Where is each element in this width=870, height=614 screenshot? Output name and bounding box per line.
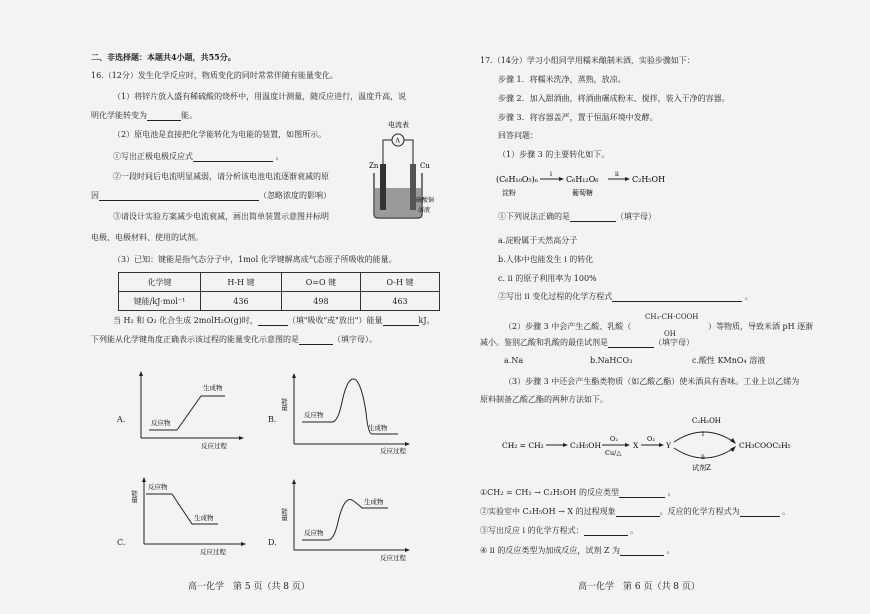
q16-1-tail: 能。	[181, 111, 197, 120]
option-b-label: B.	[268, 415, 277, 424]
svg-text:能量: 能量	[130, 490, 138, 503]
q16-2-3a: ③请设计实验方案减少电流衰减，画出简单装置示意图并标明	[113, 212, 329, 221]
svg-text:反应物: 反应物	[151, 419, 171, 427]
energy-graph-b	[282, 372, 412, 454]
table-cell: 键能/kJ·mol⁻¹	[119, 292, 201, 311]
svg-text:反应过程: 反应过程	[380, 554, 406, 562]
option-a: a.淀粉属于天然高分子	[498, 236, 578, 245]
svg-text:C₆H₁₂O₆: C₆H₁₂O₆	[566, 175, 599, 184]
svg-text:溶液: 溶液	[418, 207, 431, 214]
svg-text:C₂H₅OH: C₂H₅OH	[570, 441, 601, 450]
svg-text:O₂: O₂	[647, 435, 655, 443]
reagent-b: b.NaHCO₃	[590, 356, 633, 365]
svg-text:反应物: 反应物	[304, 411, 324, 419]
svg-text:反应物: 反应物	[148, 483, 168, 491]
answer-blank	[740, 508, 780, 517]
svg-text:葡萄糖: 葡萄糖	[572, 189, 593, 197]
svg-text:生成物: 生成物	[203, 384, 223, 392]
option-d-label: D.	[268, 538, 277, 547]
q16-3c: 下列能从化学键角度正确表示该过程的能量变化示意图的是 （填字母）。	[91, 335, 377, 344]
answer-blank	[619, 489, 665, 498]
svg-text:反应过程: 反应过程	[200, 548, 226, 556]
svg-text:反应过程: 反应过程	[380, 447, 406, 455]
left-footer: 高一化学 第 5 页（共 8 页）	[188, 582, 310, 592]
ammeter-label: 电流表	[388, 121, 409, 129]
table-header: O-H 键	[361, 273, 440, 292]
svg-text:反应过程: 反应过程	[201, 442, 227, 450]
answer-blank	[99, 192, 259, 201]
q16-3: （3）已知：键能是指气态分子中，1mol 化学键解离成气态原子所吸收的能量。	[113, 255, 397, 264]
lactic-acid-oh: OH	[664, 330, 676, 338]
answer-blank	[299, 336, 333, 345]
svg-text:ii: ii	[615, 171, 619, 178]
svg-text:能量: 能量	[280, 508, 288, 521]
q16-intro: 16.（12分）发生化学反应时，物质变化的同时常常伴随有能量变化。	[91, 71, 338, 80]
q17-2a-pre: （2）步骤 3 中会产生乙酸、乳酸（	[504, 322, 632, 331]
answer-blank	[383, 317, 419, 326]
bond-energy-table	[118, 272, 440, 311]
q17-2b: 减小。鉴别乙酸和乳酸的最佳试剂是 （填字母）	[480, 338, 694, 347]
svg-text:i: i	[702, 431, 704, 438]
energy-graph-d	[282, 478, 412, 564]
answer-blank	[620, 547, 664, 556]
svg-text:O₂: O₂	[610, 435, 618, 443]
solution-label: 硫酸铜	[416, 197, 435, 204]
answer-blank	[570, 213, 616, 222]
step-1: 步骤 1．将糯米洗净，蒸熟，放凉。	[498, 75, 626, 84]
option-c-label: C.	[117, 538, 126, 547]
right-footer: 高一化学 第 6 页（共 8 页）	[578, 582, 700, 592]
q16-1-line2	[91, 111, 197, 121]
q17-1-1: ①下列说法正确的是 （填字母）	[498, 212, 656, 221]
section-title: 二、非选择题：本题共4小题，共55分。	[91, 52, 236, 62]
svg-text:X: X	[633, 441, 639, 450]
answer-blank	[193, 153, 273, 162]
svg-text:CH₃COOC₂H₅: CH₃COOC₂H₅	[739, 441, 791, 450]
q17-3a: （3）步骤 3 中还会产生酯类物质（如乙酸乙酯）使米酒具有香味。工业上以乙烯为	[504, 377, 800, 386]
q17-3-2: ②实验室中 C₂H₅OH → X 的过程现象 。反应的化学方程式为 。	[480, 507, 791, 516]
q17-1-2: ②写出 ii 变化过程的化学方程式 。	[498, 292, 753, 301]
answer-blank	[612, 293, 742, 302]
q16-2-3b: 电极、电极材料、使用的试剂。	[91, 233, 203, 242]
table-header: 化学键	[119, 273, 201, 292]
option-a-label: A.	[117, 415, 126, 424]
lactic-acid-formula: CH₃-CH-COOH	[645, 313, 699, 321]
conversion-scheme-2	[494, 414, 794, 474]
galvanic-cell-figure	[358, 118, 438, 223]
cu-label: Cu	[420, 162, 430, 170]
energy-graph-a	[133, 370, 245, 450]
svg-text:反应物: 反应物	[304, 529, 324, 537]
q16-2: （2）原电池是直接把化学能转化为电能的装置，如图所示。	[113, 130, 327, 139]
answer-prompt: 回答问题：	[498, 131, 538, 140]
right-page	[440, 0, 870, 614]
svg-text:i: i	[550, 171, 552, 178]
answer-blank	[584, 527, 628, 536]
q16-2-2b: 因 （忽略浓度的影响）	[91, 191, 331, 200]
zn-label: Zn	[369, 162, 379, 170]
svg-text:C₂H₅OH: C₂H₅OH	[692, 417, 721, 425]
q17-1: （1）步骤 3 的主要转化如下。	[498, 150, 610, 159]
svg-text:生成物: 生成物	[364, 498, 384, 506]
zinc-electrode	[380, 164, 386, 210]
svg-text:淀粉: 淀粉	[502, 189, 516, 197]
q17-intro: 17.（14分）学习小组同学用糯米酿制米酒，实验步骤如下：	[480, 56, 695, 65]
answer-blank	[608, 339, 654, 348]
answer-blank	[616, 508, 660, 517]
energy-graph-c	[132, 476, 247, 562]
table-header: O=O 键	[281, 273, 360, 292]
answer-blank	[147, 112, 181, 121]
svg-text:生成物: 生成物	[368, 424, 388, 432]
svg-text:生成物: 生成物	[194, 514, 214, 522]
svg-text:试剂Z: 试剂Z	[692, 464, 711, 472]
svg-text:(C₆H₁₀O₅)ₙ: (C₆H₁₀O₅)ₙ	[496, 175, 539, 184]
svg-text:CH₂ = CH₂: CH₂ = CH₂	[502, 441, 544, 450]
q17-3-1: ①CH₂ = CH₂ → C₂H₅OH 的反应类型 。	[480, 488, 676, 497]
table-header: H-H 键	[200, 273, 281, 292]
table-cell: 436	[200, 292, 281, 311]
svg-text:A: A	[395, 137, 400, 145]
q16-1-line1: （1）将锌片放入盛有稀硫酸的烧杯中，用温度计测量，随反应进行，温度升高，说	[113, 92, 407, 101]
q16-3b: 当 H₂ 和 O₂ 化合生成 2molH₂O(g)时， （填"吸收"或"放出"）能量 kJ。	[113, 316, 435, 325]
q17-3b: 原料制备乙酸乙酯的两种方法如下。	[480, 395, 608, 404]
conversion-scheme-1	[494, 168, 694, 200]
q17-3-3: ③写出反应 i 的化学方程式： 。	[480, 526, 639, 535]
q16-1-text: 明化学能转变为	[91, 111, 147, 120]
svg-text:ii: ii	[701, 454, 705, 461]
answer-blank	[258, 317, 288, 326]
table-cell: 498	[281, 292, 360, 311]
option-c: c. ii 的原子利用率为 100%	[498, 274, 597, 283]
table-row	[119, 292, 440, 311]
svg-text:Cu/△: Cu/△	[605, 449, 622, 457]
table-header-row	[119, 273, 440, 292]
reagent-a: a.Na	[504, 356, 524, 365]
q16-2-1: ①写出正极电极反应式 。	[113, 152, 284, 161]
q17-2a-post: ）等物质，导致米酒 pH 逐渐	[708, 322, 814, 331]
option-b: b.人体中也能发生 i 的转化	[498, 255, 594, 264]
svg-text:能量: 能量	[280, 398, 288, 411]
table-cell: 463	[361, 292, 440, 311]
step-3: 步骤 3．将容器盖严，置于恒温环境中发酵。	[498, 113, 658, 122]
q16-2-2a: ②一段时间后电流明显减弱，请分析该电池电流逐渐衰减的原	[113, 172, 329, 181]
svg-text:C₂H₅OH: C₂H₅OH	[632, 175, 666, 184]
reagent-c: c.酸性 KMnO₄ 溶液	[692, 356, 766, 365]
svg-text:Y: Y	[666, 441, 671, 450]
q17-3-4: ④ ii 的反应类型为加成反应，试剂 Z 为 。	[480, 546, 675, 555]
step-2: 步骤 2．加入甜酒曲，将酒曲碾成粉末、搅拌，装入干净的容器。	[498, 94, 730, 103]
